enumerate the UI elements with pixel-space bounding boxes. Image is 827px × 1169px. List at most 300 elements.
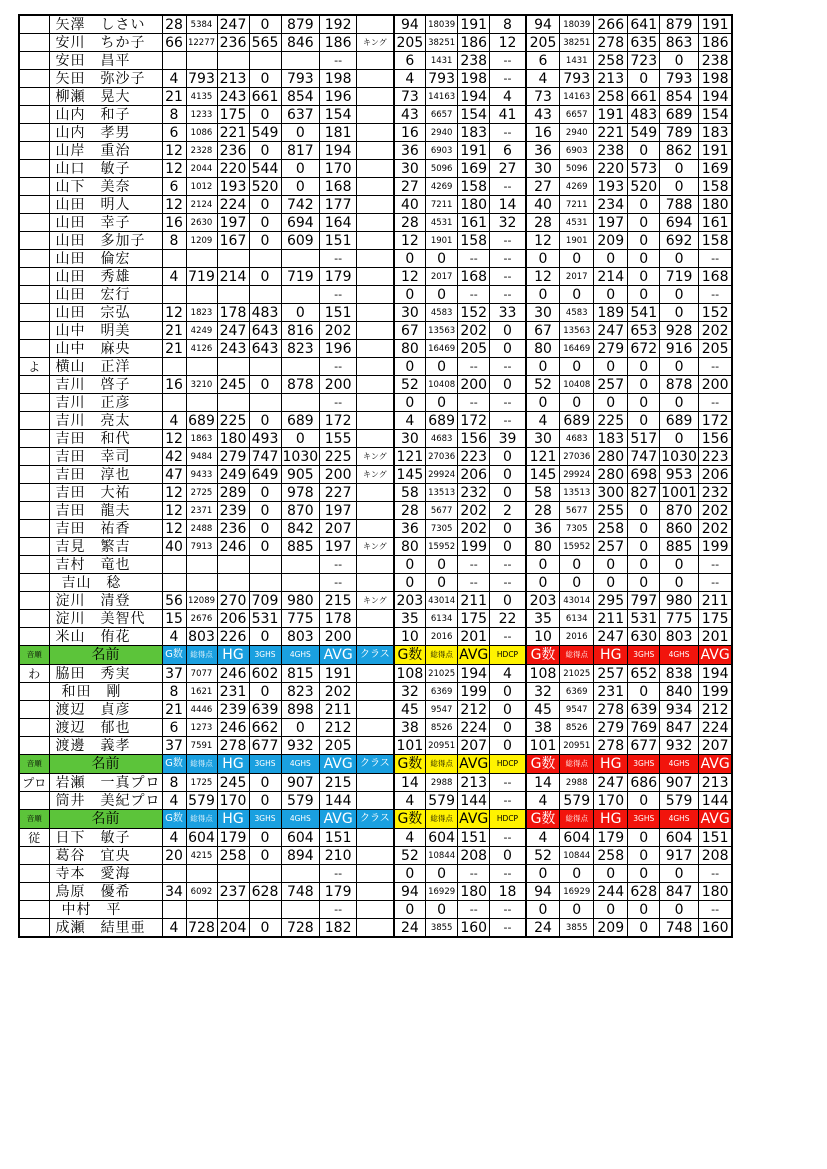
cell-4ghs: 898	[281, 701, 320, 719]
cell-cum-avg: --	[458, 394, 490, 412]
cell-initial	[19, 919, 49, 938]
cell-class	[357, 665, 394, 683]
cell-3ghs	[249, 865, 281, 883]
cell-all-total: 0	[560, 394, 594, 412]
cell-hg: 179	[217, 829, 249, 847]
cell-avg: 179	[320, 883, 357, 901]
cell-all-games: 0	[526, 901, 560, 919]
cell-cum-total: 43014	[426, 592, 458, 610]
table-row	[19, 70, 732, 88]
cell-all-avg: 144	[698, 792, 732, 810]
cell-total: 4446	[186, 701, 217, 719]
cell-cum-games: 36	[394, 142, 426, 160]
cell-cum-avg: 202	[458, 520, 490, 538]
cell-all-hg: 191	[594, 106, 628, 124]
cell-all-4ghs: 838	[660, 665, 699, 683]
header-cum-games: G数	[394, 646, 426, 665]
cell-initial	[19, 70, 49, 88]
cell-3ghs: 0	[249, 520, 281, 538]
cell-avg: 202	[320, 322, 357, 340]
cell-class	[357, 52, 394, 70]
cell-all-hg: 0	[594, 394, 628, 412]
cell-name: 山岸 重治	[49, 142, 162, 160]
cell-all-4ghs: 0	[660, 865, 699, 883]
cell-games	[162, 394, 186, 412]
cell-all-3ghs: 652	[628, 665, 660, 683]
cell-hg: 225	[217, 412, 249, 430]
cell-games: 4	[162, 268, 186, 286]
cell-all-3ghs: 520	[628, 178, 660, 196]
cell-all-hg: 213	[594, 70, 628, 88]
cell-class	[357, 683, 394, 701]
cell-all-3ghs: 747	[628, 448, 660, 466]
cell-cum-games: 58	[394, 484, 426, 502]
table-row	[19, 574, 732, 592]
cell-total: 9484	[186, 448, 217, 466]
cell-all-total: 18039	[560, 15, 594, 34]
cell-class	[357, 376, 394, 394]
cell-total: 4135	[186, 88, 217, 106]
cell-class	[357, 520, 394, 538]
cell-avg: 186	[320, 34, 357, 52]
table-row	[19, 142, 732, 160]
cell-cum-avg: 194	[458, 88, 490, 106]
cell-hg: 278	[217, 737, 249, 755]
cell-all-4ghs: 0	[660, 394, 699, 412]
cell-cum-total: 7211	[426, 196, 458, 214]
cell-all-4ghs: 916	[660, 340, 699, 358]
cell-games: 20	[162, 847, 186, 865]
cell-initial	[19, 160, 49, 178]
cell-4ghs: 815	[281, 665, 320, 683]
cell-initial	[19, 792, 49, 810]
cell-hg: 231	[217, 683, 249, 701]
cell-initial	[19, 592, 49, 610]
cell-hg: 167	[217, 232, 249, 250]
cell-4ghs: 905	[281, 466, 320, 484]
cell-all-4ghs: 0	[660, 250, 699, 268]
cell-all-hg: 209	[594, 919, 628, 938]
cell-hdcp: 14	[490, 196, 526, 214]
cell-cum-total: 13513	[426, 484, 458, 502]
cell-total: 12277	[186, 34, 217, 52]
cell-cum-total: 20951	[426, 737, 458, 755]
cell-hdcp: --	[490, 628, 526, 646]
cell-all-hg: 209	[594, 232, 628, 250]
cell-all-total: 5677	[560, 502, 594, 520]
cell-all-games: 4	[526, 792, 560, 810]
cell-all-3ghs: 0	[628, 574, 660, 592]
cell-4ghs: 0	[281, 719, 320, 737]
cell-all-hg: 0	[594, 250, 628, 268]
cell-hg: 170	[217, 792, 249, 810]
table-row	[19, 376, 732, 394]
cell-name: 吉田 龍夫	[49, 502, 162, 520]
cell-cum-games: 145	[394, 466, 426, 484]
cell-4ghs: 879	[281, 15, 320, 34]
cell-avg: --	[320, 358, 357, 376]
cell-hg	[217, 358, 249, 376]
table-row	[19, 719, 732, 737]
cell-hdcp: --	[490, 268, 526, 286]
cell-name: 山内 和子	[49, 106, 162, 124]
cell-all-total: 2017	[560, 268, 594, 286]
cell-3ghs	[249, 286, 281, 304]
cell-all-total: 4531	[560, 214, 594, 232]
cell-all-3ghs: 549	[628, 124, 660, 142]
cell-games: 66	[162, 34, 186, 52]
cell-cum-total: 6657	[426, 106, 458, 124]
cell-total: 1823	[186, 304, 217, 322]
cell-games: 8	[162, 232, 186, 250]
cell-all-hg: 247	[594, 322, 628, 340]
cell-games: 28	[162, 15, 186, 34]
header-all-avg: AVG	[698, 755, 732, 774]
cell-avg: 155	[320, 430, 357, 448]
cell-all-total: 4583	[560, 304, 594, 322]
cell-4ghs: 803	[281, 628, 320, 646]
cell-avg: 215	[320, 774, 357, 792]
cell-all-total: 38251	[560, 34, 594, 52]
cell-all-3ghs: 0	[628, 520, 660, 538]
cell-cum-avg: 158	[458, 232, 490, 250]
cell-cum-avg: 151	[458, 829, 490, 847]
cell-games: 21	[162, 88, 186, 106]
header-4ghs: 4GHS	[281, 755, 320, 774]
cell-all-3ghs: 531	[628, 610, 660, 628]
cell-total: 4215	[186, 847, 217, 865]
cell-4ghs: 894	[281, 847, 320, 865]
cell-all-hg: 258	[594, 520, 628, 538]
cell-cum-games: 205	[394, 34, 426, 52]
cell-all-hg: 234	[594, 196, 628, 214]
cell-3ghs: 643	[249, 322, 281, 340]
cell-all-hg: 189	[594, 304, 628, 322]
cell-name: 矢澤 しさい	[49, 15, 162, 34]
header-all-games: G数	[526, 810, 560, 829]
cell-cum-avg: 154	[458, 106, 490, 124]
cell-avg: 197	[320, 538, 357, 556]
cell-all-3ghs: 769	[628, 719, 660, 737]
cell-games: 12	[162, 304, 186, 322]
cell-cum-total: 1431	[426, 52, 458, 70]
cell-cum-games: 4	[394, 829, 426, 847]
cell-avg: 154	[320, 106, 357, 124]
header-all-total: 総得点	[560, 755, 594, 774]
cell-initial	[19, 52, 49, 70]
cell-class	[357, 502, 394, 520]
cell-all-games: 12	[526, 268, 560, 286]
cell-3ghs: 661	[249, 88, 281, 106]
cell-4ghs	[281, 574, 320, 592]
cell-avg: --	[320, 556, 357, 574]
cell-all-hg: 279	[594, 719, 628, 737]
cell-all-avg: --	[698, 286, 732, 304]
cell-total: 1621	[186, 683, 217, 701]
header-all-total: 総得点	[560, 810, 594, 829]
cell-cum-games: 12	[394, 232, 426, 250]
cell-games: 16	[162, 376, 186, 394]
header-avg: AVG	[320, 646, 357, 665]
cell-all-games: 40	[526, 196, 560, 214]
cell-initial	[19, 448, 49, 466]
cell-hdcp: 0	[490, 340, 526, 358]
cell-all-total: 2016	[560, 628, 594, 646]
cell-cum-avg: 224	[458, 719, 490, 737]
score-table	[18, 14, 733, 938]
cell-hg: 180	[217, 430, 249, 448]
cell-all-3ghs: 0	[628, 70, 660, 88]
cell-initial	[19, 214, 49, 232]
cell-name: 山中 麻央	[49, 340, 162, 358]
cell-all-total: 9547	[560, 701, 594, 719]
cell-all-avg: 211	[698, 592, 732, 610]
cell-cum-total: 5677	[426, 502, 458, 520]
cell-all-total: 27036	[560, 448, 594, 466]
table-row	[19, 538, 732, 556]
table-row	[19, 286, 732, 304]
header-cum-total: 総得点	[426, 810, 458, 829]
cell-cum-games: 35	[394, 610, 426, 628]
cell-all-4ghs: 980	[660, 592, 699, 610]
cell-avg: 179	[320, 268, 357, 286]
cell-avg: 198	[320, 70, 357, 88]
cell-total: 1273	[186, 719, 217, 737]
table-row	[19, 430, 732, 448]
cell-all-avg: 183	[698, 124, 732, 142]
cell-all-avg: 158	[698, 178, 732, 196]
table-row	[19, 847, 732, 865]
cell-4ghs: 1030	[282, 448, 319, 465]
cell-cum-games: 32	[394, 683, 426, 701]
cell-name: 山田 明人	[49, 196, 162, 214]
cell-initial: わ	[19, 665, 49, 683]
cell-all-games: 28	[526, 502, 560, 520]
cell-games: 16	[162, 214, 186, 232]
cell-cum-avg: 199	[458, 538, 490, 556]
cell-cum-avg: 199	[458, 683, 490, 701]
header-games: G数	[162, 755, 186, 774]
cell-avg: 151	[320, 232, 357, 250]
cell-games	[162, 286, 186, 304]
cell-all-3ghs: 630	[628, 628, 660, 646]
cell-all-games: 94	[526, 883, 560, 901]
cell-4ghs	[281, 250, 320, 268]
cell-all-total: 793	[560, 70, 594, 88]
cell-hdcp: 27	[490, 160, 526, 178]
cell-all-games: 12	[526, 232, 560, 250]
cell-hdcp: --	[490, 250, 526, 268]
cell-total: 2630	[186, 214, 217, 232]
cell-cum-avg: 213	[458, 774, 490, 792]
cell-games: 21	[162, 701, 186, 719]
cell-all-3ghs: 641	[628, 15, 660, 34]
cell-all-avg: 224	[698, 719, 732, 737]
cell-4ghs: 609	[281, 232, 320, 250]
cell-total	[186, 394, 217, 412]
cell-hdcp: 0	[490, 719, 526, 737]
cell-4ghs: 0	[281, 430, 320, 448]
cell-all-3ghs: 0	[628, 901, 660, 919]
cell-all-games: 28	[526, 214, 560, 232]
cell-cum-total: 689	[426, 412, 458, 430]
cell-avg: 205	[320, 737, 357, 755]
cell-cum-avg: 201	[458, 628, 490, 646]
cell-all-hg: 231	[594, 683, 628, 701]
cell-cum-games: 0	[394, 865, 426, 883]
cell-games: 12	[162, 502, 186, 520]
cell-all-4ghs: 928	[660, 322, 699, 340]
cell-hg: 247	[217, 15, 249, 34]
cell-all-4ghs: 0	[660, 358, 699, 376]
cell-cum-total: 4531	[426, 214, 458, 232]
cell-cum-avg: 183	[458, 124, 490, 142]
score-table-body	[19, 15, 732, 937]
cell-4ghs	[281, 358, 320, 376]
cell-hdcp: 0	[490, 847, 526, 865]
cell-hg	[217, 574, 249, 592]
cell-hg: 239	[217, 701, 249, 719]
cell-class	[357, 15, 394, 34]
cell-cum-avg: 202	[458, 502, 490, 520]
cell-name: 渡辺 貞彦	[49, 701, 162, 719]
cell-class	[357, 196, 394, 214]
cell-cum-total: 6903	[426, 142, 458, 160]
cell-avg: 207	[320, 520, 357, 538]
cell-cum-total: 0	[426, 394, 458, 412]
cell-games	[162, 358, 186, 376]
cell-all-games: 203	[526, 592, 560, 610]
cell-cum-total: 0	[426, 556, 458, 574]
cell-all-games: 0	[526, 556, 560, 574]
cell-all-games: 4	[526, 412, 560, 430]
cell-all-hg: 266	[594, 15, 628, 34]
cell-all-hg: 0	[594, 574, 628, 592]
cell-all-total: 15952	[560, 538, 594, 556]
cell-all-avg: 180	[698, 196, 732, 214]
cell-avg: 196	[320, 340, 357, 358]
cell-cum-total: 0	[426, 574, 458, 592]
cell-games: 4	[162, 70, 186, 88]
cell-3ghs	[249, 250, 281, 268]
table-row	[19, 556, 732, 574]
header-cum-avg: AVG	[459, 647, 489, 663]
table-row	[19, 412, 732, 430]
cell-all-games: 0	[526, 250, 560, 268]
cell-all-total: 0	[560, 358, 594, 376]
cell-all-4ghs: 694	[660, 214, 699, 232]
cell-total: 1012	[186, 178, 217, 196]
cell-all-total: 0	[560, 574, 594, 592]
cell-all-3ghs: 698	[628, 466, 660, 484]
table-row	[19, 322, 732, 340]
cell-cum-total: 0	[426, 286, 458, 304]
cell-hdcp: --	[490, 901, 526, 919]
cell-3ghs: 649	[249, 466, 281, 484]
cell-cum-total: 4583	[426, 304, 458, 322]
cell-initial	[19, 304, 49, 322]
cell-total: 4126	[186, 340, 217, 358]
cell-3ghs: 662	[249, 719, 281, 737]
cell-initial	[19, 737, 49, 755]
cell-name: 山中 明美	[49, 322, 162, 340]
cell-all-4ghs: 847	[660, 719, 699, 737]
header-row	[19, 810, 732, 829]
cell-all-games: 27	[526, 178, 560, 196]
cell-all-hg: 258	[594, 88, 628, 106]
cell-all-games: 0	[526, 865, 560, 883]
cell-hg: 236	[217, 34, 249, 52]
cell-3ghs: 628	[249, 883, 281, 901]
cell-name: 脇田 秀実	[49, 665, 162, 683]
cell-hg: 246	[217, 719, 249, 737]
cell-3ghs: 0	[249, 106, 281, 124]
cell-avg: 202	[320, 683, 357, 701]
cell-4ghs: 0	[281, 178, 320, 196]
cell-all-games: 58	[526, 484, 560, 502]
cell-all-avg: 198	[698, 70, 732, 88]
cell-all-games: 80	[526, 538, 560, 556]
header-all-games: G数	[526, 646, 560, 665]
cell-total: 5384	[186, 15, 217, 34]
table-row	[19, 304, 732, 322]
cell-all-hg: 0	[594, 901, 628, 919]
cell-hdcp: --	[490, 124, 526, 142]
cell-name: 横山 正洋	[49, 358, 162, 376]
cell-all-3ghs: 0	[628, 829, 660, 847]
header-3ghs: 3GHS	[249, 810, 281, 829]
cell-hdcp: 0	[490, 520, 526, 538]
cell-total: 2488	[186, 520, 217, 538]
cell-4ghs	[281, 901, 320, 919]
cell-all-4ghs: 870	[660, 502, 699, 520]
cell-all-4ghs: 689	[660, 106, 699, 124]
cell-all-avg: 232	[698, 484, 732, 502]
cell-all-4ghs: 840	[660, 683, 699, 701]
cell-3ghs: 0	[249, 232, 281, 250]
cell-cum-total: 6134	[426, 610, 458, 628]
cell-hdcp: --	[490, 792, 526, 810]
cell-4ghs: 694	[281, 214, 320, 232]
cell-3ghs: 0	[249, 15, 281, 34]
cell-all-games: 16	[526, 124, 560, 142]
cell-avg: 225	[320, 448, 357, 466]
cell-hg: 224	[217, 196, 249, 214]
cell-all-avg: 156	[698, 430, 732, 448]
cell-class	[357, 901, 394, 919]
cell-games: 15	[162, 610, 186, 628]
cell-all-avg: 208	[698, 847, 732, 865]
cell-all-3ghs: 573	[628, 160, 660, 178]
cell-cum-games: 0	[394, 358, 426, 376]
cell-hdcp: --	[490, 412, 526, 430]
cell-4ghs: 775	[281, 610, 320, 628]
cell-3ghs	[249, 574, 281, 592]
cell-cum-total: 2940	[426, 124, 458, 142]
cell-all-games: 80	[526, 340, 560, 358]
cell-name: 山内 孝男	[49, 124, 162, 142]
cell-cum-games: 121	[394, 448, 426, 466]
cell-4ghs: 885	[281, 538, 320, 556]
cell-3ghs: 0	[249, 792, 281, 810]
cell-4ghs: 742	[281, 196, 320, 214]
cell-name: 日下 敏子	[49, 829, 162, 847]
cell-all-total: 7211	[560, 196, 594, 214]
cell-all-3ghs: 0	[628, 683, 660, 701]
cell-all-hg: 193	[594, 178, 628, 196]
cell-avg: 168	[320, 178, 357, 196]
cell-avg: 151	[320, 304, 357, 322]
